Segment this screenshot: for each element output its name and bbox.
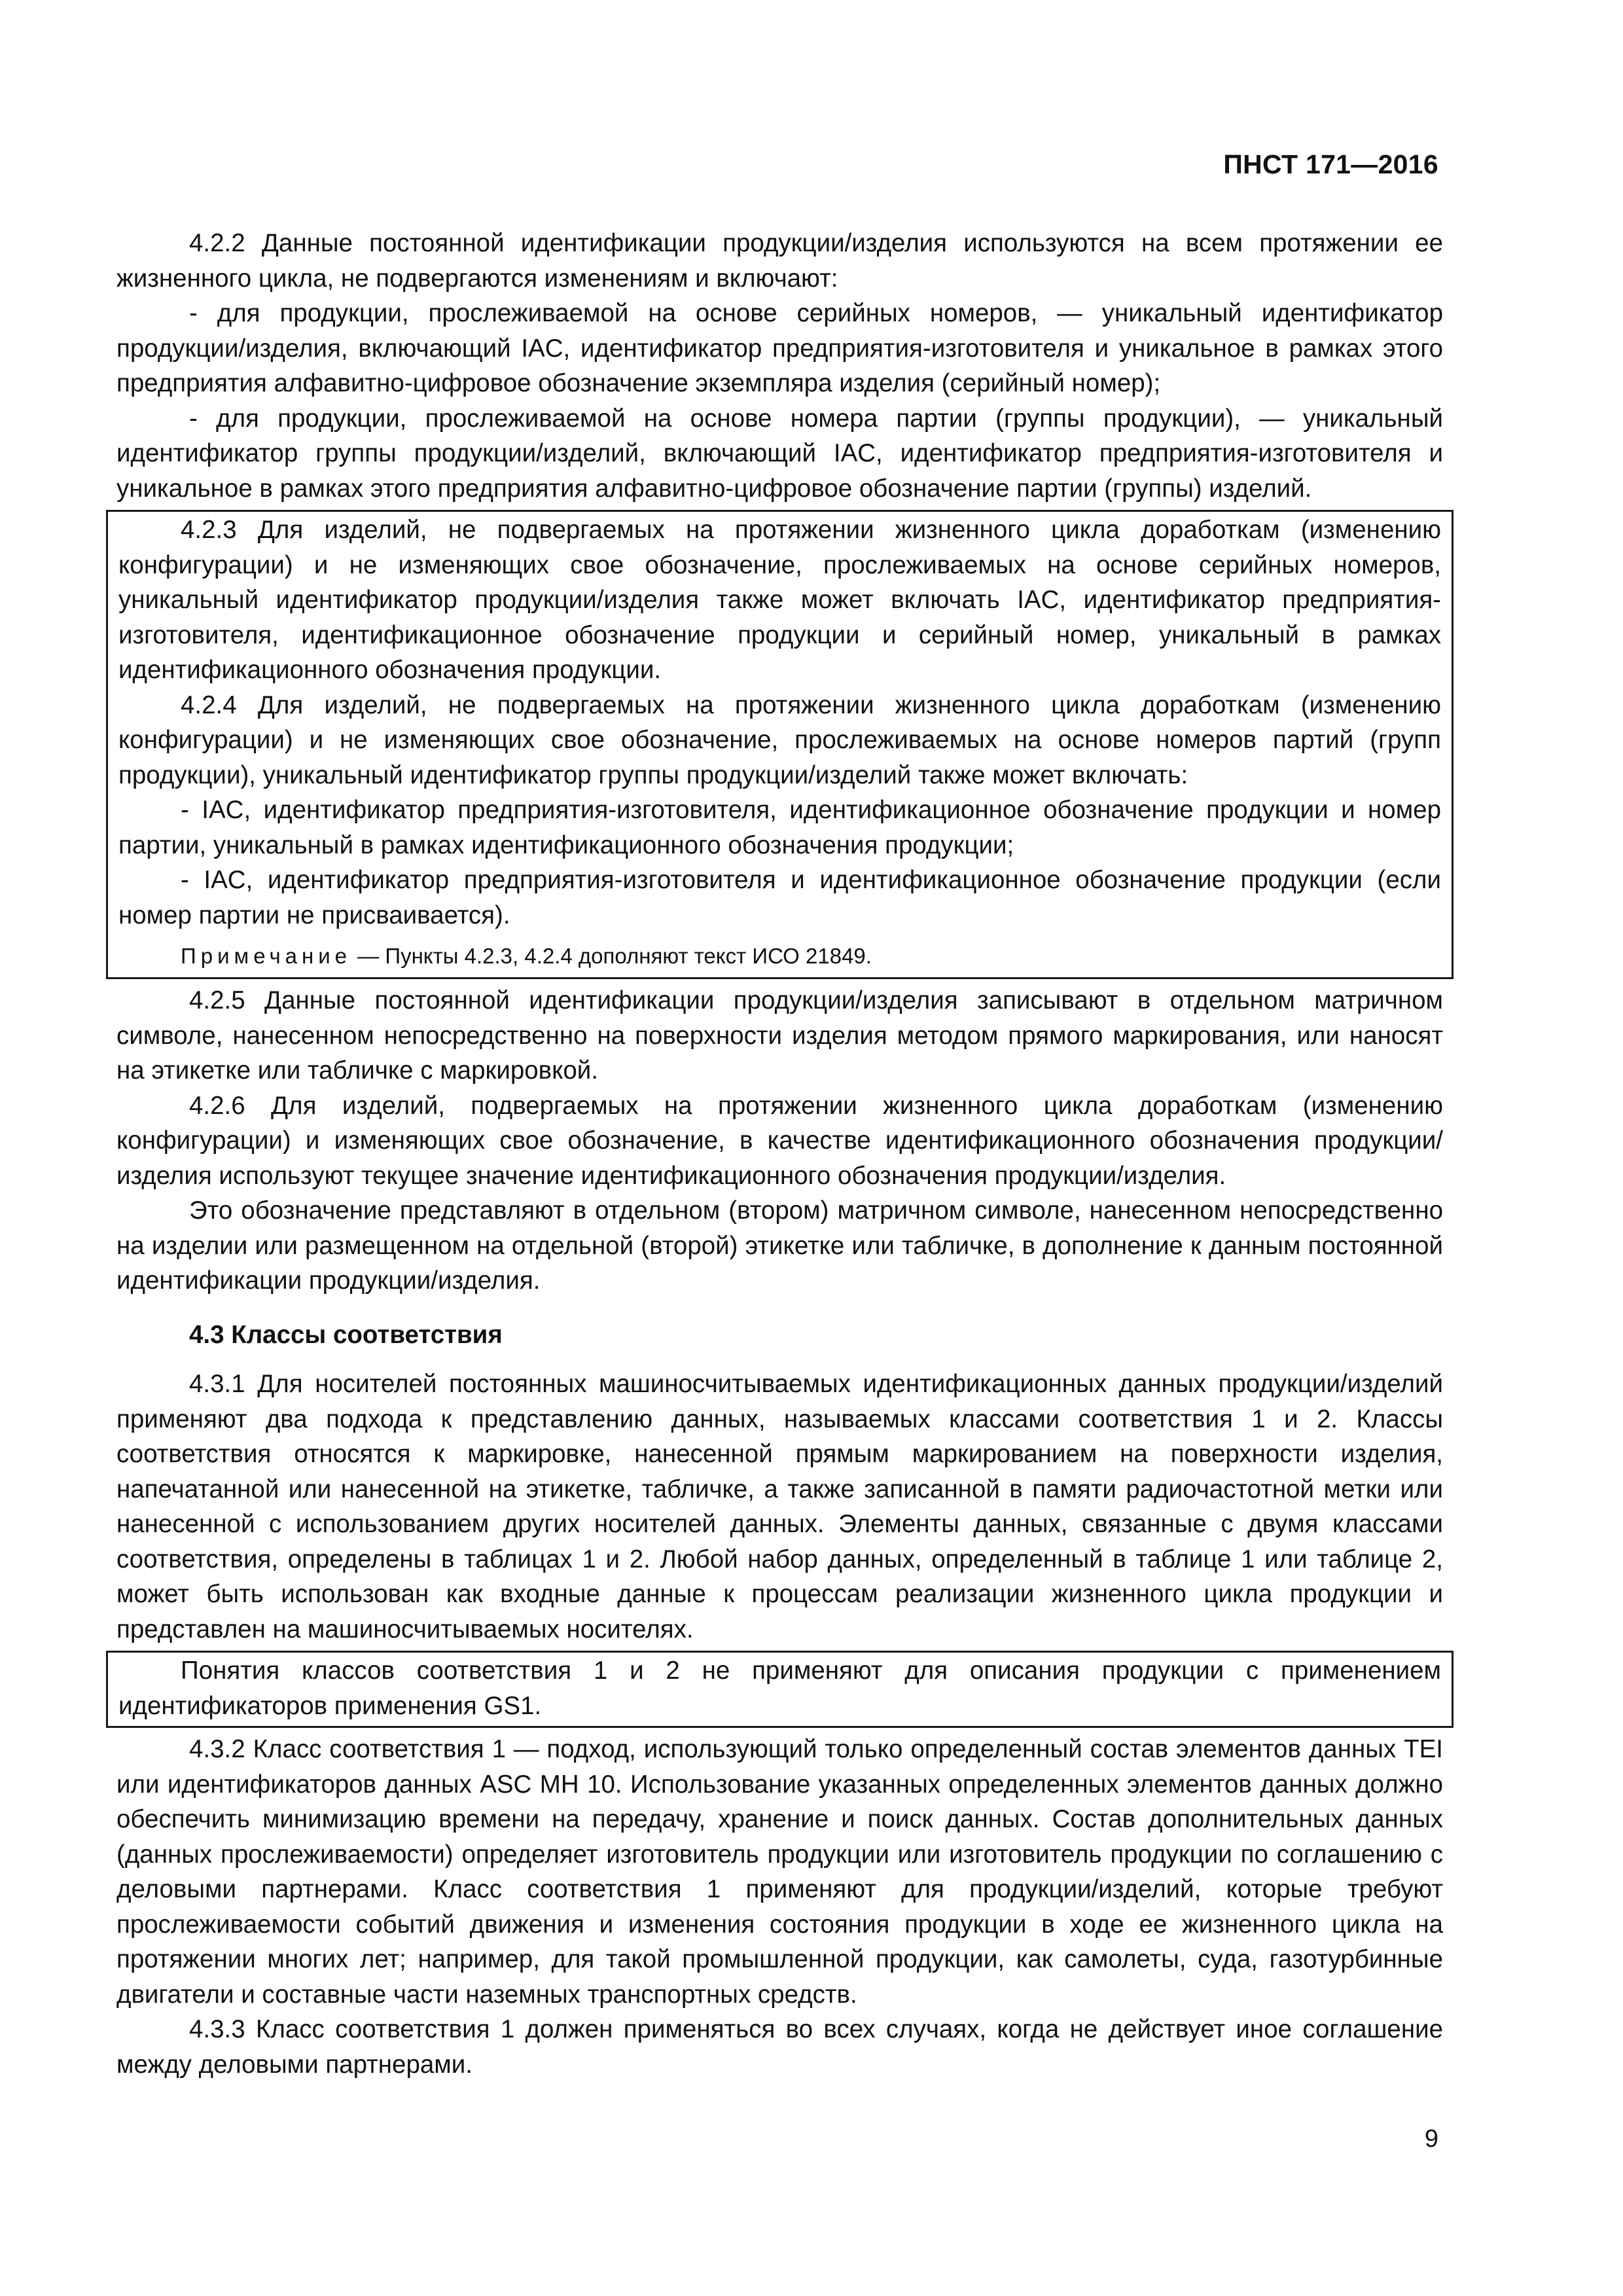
- note-label: Примечание: [181, 944, 352, 968]
- boxed-note-gs1: [106, 1651, 1454, 1728]
- page-number: 9: [1424, 2125, 1438, 2153]
- paragraph-4-2-6: 4.2.6 Для изделий, подвергаемых на протяжении жизненного цикла доработкам (изменению конфигурации) и изменяющих свое обозначение, в качестве идентификационного обозначения продукции/изделия используют текущее значение идентификационного обозначения продукции/изделия.: [116, 1091, 1443, 1190]
- paragraph-4-2-4: 4.2.4 Для изделий, не подвергаемых на протяжении жизненного цикла доработкам (изменению конфигурации) и не изменяющих свое обозначение, прослеживаемых на основе номеров партий (групп продукции), уникальный идентификатор группы продукции/изделий также может включать:: [118, 691, 1441, 789]
- paragraph-gs1: Понятия классов соответствия 1 и 2 не применяют для описания продукции с применением идентификаторов применения GS1.: [118, 1657, 1441, 1720]
- section-heading-4-3: 4.3 Классы соответствия: [189, 1320, 503, 1349]
- paragraph-4-3-3: 4.3.3 Класс соответствия 1 должен применяться во всех случаях, когда не действует иное соглашение между деловыми партнерами.: [116, 2015, 1443, 2079]
- document-code: ПНСТ 171—2016: [1223, 149, 1438, 179]
- list-item-4-2-4-a: - IAC, идентификатор предприятия-изготовителя, идентификационное обозначение продукции и номер партии, уникальный в рамках идентификационного обозначения продукции;: [118, 796, 1441, 859]
- paragraph-4-2-5: 4.2.5 Данные постоянной идентификации продукции/изделия записывают в отдельном матричном символе, нанесенном непосредственно на поверхности изделия методом прямого маркирования, или наносят на этикетке или табличке с маркировкой.: [116, 986, 1443, 1085]
- paragraph-4-3-1: 4.3.1 Для носителей постоянных машиносчитываемых идентификационных данных продукции/изделий применяют два подхода к представлению данных, называемых классами соответствия 1 и 2. Классы соответствия относятся к маркировке, нанесенной прямым маркированием на поверхности изделия, напечатанной или нанесенной на этикетке, табличке, а также записанной в памяти радиочастотной метки или нанесенной с использованием других носителей данных. Элементы данных, связанные с двумя классами соответствия, определены в таблицах 1 и 2. Любой набор данных, определенный в таблице 1 или таблице 2, может быть использован как входные данные к процессам реализации жизненного цикла продукции и представлен на машиносчитываемых носителях.: [116, 1370, 1443, 1643]
- boxed-supplement-4-2-3-4-2-4: [106, 510, 1454, 979]
- paragraph-4-3-2: 4.3.2 Класс соответствия 1 — подход, использующий только определенный состав элементов данных TEI или идентификаторов данных ASC MH 10. Использование указанных определенных элементов данных должно обеспечить минимизацию времени на передачу, хранение и поиск данных. Состав дополнительных данных (данных прослеживаемости) определяет изготовитель продукции или изготовитель продукции по соглашению с деловыми партнерами. Класс соответствия 1 применяют для продукции/изделий, которые требуют прослеживаемости событий движения и изменения состояния продукции в ходе ее жизненного цикла на протяжении многих лет; например, для такой промышленной продукции, как самолеты, суда, газотурбинные двигатели и составные части наземных транспортных средств.: [116, 1735, 1443, 2009]
- list-item-batch-numbers: - для продукции, прослеживаемой на основе номера партии (группы продукции), — уникальный идентификатор группы продукции/изделий, включающий IAC, идентификатор предприятия-изготовителя и уникальное в рамках этого предприятия алфавитно-цифровое обозначение партии (группы) изделий.: [116, 404, 1443, 503]
- list-item-4-2-4-b: - IAC, идентификатор предприятия-изготовителя и идентификационное обозначение продукции (если номер партии не присваивается).: [118, 866, 1441, 929]
- document-body: [116, 226, 1443, 2082]
- note-text: — Пункты 4.2.3, 4.2.4 дополняют текст ИСО 21849.: [351, 944, 872, 968]
- paragraph-4-2-2: 4.2.2 Данные постоянной идентификации продукции/изделия используются на всем протяжении ее жизненного цикла, не подвергаются изменениям и включают:: [116, 229, 1443, 293]
- paragraph-4-2-6-continued: Это обозначение представляют в отдельном (втором) матричном символе, нанесенном непосредственно на изделии или размещенном на отдельной (второй) этикетке или табличке, в дополнение к данным постоянной идентификации продукции/изделия.: [116, 1196, 1443, 1295]
- paragraph-4-2-3: 4.2.3 Для изделий, не подвергаемых на протяжении жизненного цикла доработкам (изменению конфигурации) и не изменяющих свое обозначение, прослеживаемых на основе серийных номеров, уникальный идентификатор продукции/изделия также может включать IAC, идентификатор предприятия-изготовителя, идентификационное обозначение продукции и серийный номер, уникальный в рамках идентификационного обозначения продукции.: [118, 516, 1441, 684]
- note: [118, 938, 1441, 975]
- list-item-serial-numbers: - для продукции, прослеживаемой на основе серийных номеров, — уникальный идентификатор продукции/изделия, включающий IAC, идентификатор предприятия-изготовителя и уникальное в рамках этого предприятия алфавитно-цифровое обозначение экземпляра изделия (серийный номер);: [116, 299, 1443, 397]
